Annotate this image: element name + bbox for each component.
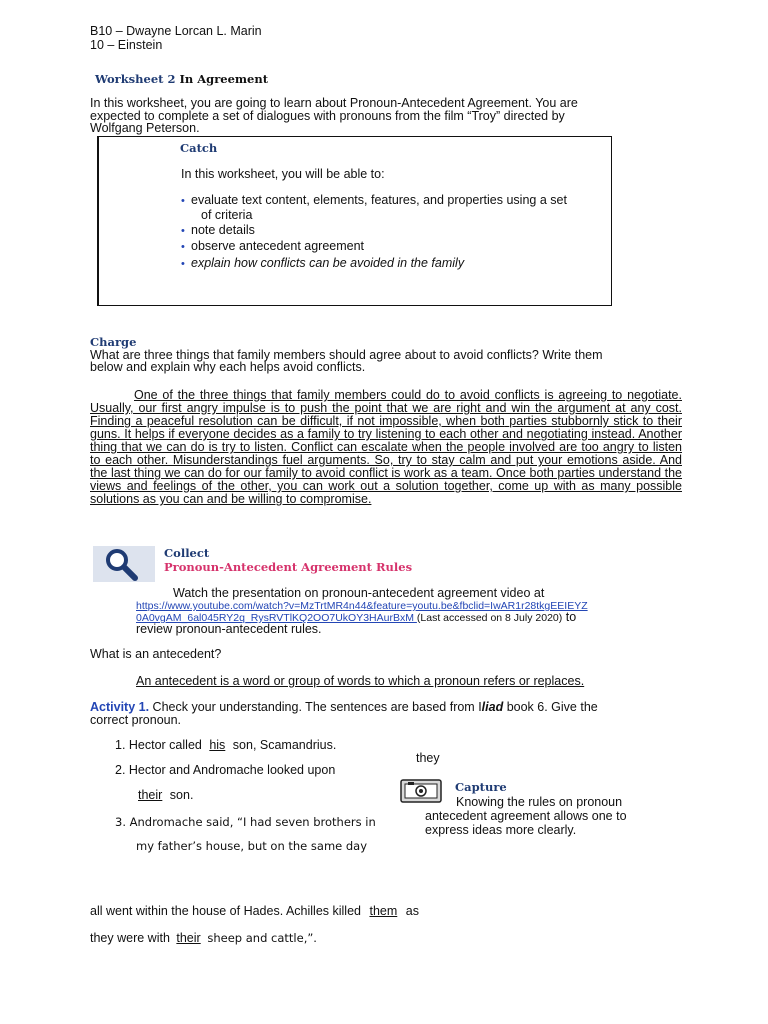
catch-box: [97, 136, 612, 306]
catch-item: • evaluate text content, elements, features, and properties using a set: [181, 193, 567, 207]
charge-question-2: below and explain why each helps avoid conflicts.: [90, 360, 366, 374]
intro-line-1: In this worksheet, you are going to learn about Pronoun-Antecedent Agreement. You are: [90, 96, 578, 110]
catch-heading: Catch: [180, 141, 218, 155]
capture-line-1: Knowing the rules on pronoun: [456, 795, 623, 809]
bullet-icon: •: [181, 258, 185, 270]
item-1: 1. Hector called his son, Scamandrius.: [115, 738, 337, 752]
item-3-line-4: they were with their sheep and cattle,”.: [90, 931, 317, 945]
antecedent-question: What is an antecedent?: [90, 647, 222, 661]
video-link-line-1[interactable]: https://www.youtube.com/watch?v=MzTrtMR4n44&feature=youtu.be&fbclid=IwAR1r28tkgEEIEYZ: [136, 600, 588, 612]
camera-icon: [400, 779, 442, 803]
worksheet-title: [95, 73, 268, 86]
watch-instruction: Watch the presentation on pronoun-antecedent agreement video at: [173, 586, 545, 600]
item-3-continued: my father’s house, but on the same day: [136, 839, 368, 853]
video-link-line-2: 0A0vgAM_6al045RY2q_RysRVTlKQ2OO7UkOY3HAurBxM (Last accessed on 8 July 2020) to: [136, 610, 577, 624]
bullet-icon: •: [181, 241, 185, 253]
student-section: 10 – Einstein: [90, 38, 163, 52]
activity-instruction-continued: correct pronoun.: [90, 713, 182, 727]
student-name: B10 – Dwayne Lorcan L. Marin: [90, 24, 262, 38]
charge-heading: Charge: [90, 335, 137, 349]
last-accessed: (Last accessed on 8 July 2020): [416, 612, 563, 624]
worksheet-label: Worksheet 2: [95, 72, 176, 86]
magnifier-icon: [93, 546, 155, 582]
item-2-continued: their son.: [134, 789, 193, 802]
charge-answer: One of the three things that family members could do to avoid conflicts is agreeing to negotiate. Usually, our first angry impulse is to push the point that we are right and win the argument at any cost. Finding a peaceful resolution can be difficult, if not impossible, when both parties stubbornly stick to their guns. It helps if everyone decides as a family to try listening to each other and negotiating instead. Another thing that we can do is try to listen. Conflict can escalate when the people involved are too angry to listen to each other. Misunderstandings fuel arguments. So, try to stay calm and put your emotions aside. And the last thing we can do for our family to avoid conflict is work as a team. Once both parties understand the views and feelings of the other, you can work out a solution together, come up with as many possible solutions as you can and be willing to compromise.: [90, 388, 682, 506]
collect-subheading: Pronoun-Antecedent Agreement Rules: [164, 560, 413, 574]
catch-item-continued: of criteria: [201, 208, 253, 222]
answer-blank[interactable]: their: [176, 931, 201, 945]
antecedent-answer: An antecedent is a word or group of words to which a pronoun refers or replaces.: [136, 674, 585, 688]
bullet-icon: •: [181, 195, 185, 207]
answer-blank[interactable]: them: [369, 904, 398, 918]
item-3-line-3: all went within the house of Hades. Achilles killed them as: [90, 904, 419, 918]
catch-lead: In this worksheet, you will be able to:: [181, 167, 385, 181]
answer-blank[interactable]: their: [138, 788, 163, 802]
collect-heading: Collect: [164, 546, 210, 560]
item-2: 2. Hector and Andromache looked upon: [115, 763, 336, 777]
bullet-icon: •: [181, 225, 185, 237]
catch-item: • observe antecedent agreement: [181, 239, 365, 253]
capture-line-2: antecedent agreement allows one to: [425, 809, 627, 823]
floating-answer: they: [416, 751, 440, 765]
review-text: review pronoun-antecedent rules.: [136, 622, 322, 636]
video-link-continued[interactable]: 0A0vgAM_6al045RY2q_RysRVTlKQ2OO7UkOY3HAurBxM: [136, 612, 417, 624]
charge-question-1: What are three things that family members should agree about to avoid conflicts? Write them: [90, 348, 603, 362]
intro-line-3: Wolfgang Peterson.: [90, 121, 200, 135]
intro-line-2: expected to complete a set of dialogues with pronouns from the film “Troy” directed by: [90, 109, 565, 123]
capture-heading: Capture: [455, 780, 507, 794]
activity-instruction: Activity 1. Check your understanding. The sentences are based from Iliad book 6. Give the: [90, 700, 598, 714]
answer-blank[interactable]: his: [209, 738, 226, 752]
item-3: 3. Andromache said, “I had seven brothers in: [115, 815, 376, 829]
catch-item: • explain how conflicts can be avoided in the family: [181, 256, 465, 270]
worksheet-topic: In Agreement: [179, 72, 269, 86]
catch-item: • note details: [181, 223, 255, 237]
capture-line-3: express ideas more clearly.: [425, 823, 577, 837]
